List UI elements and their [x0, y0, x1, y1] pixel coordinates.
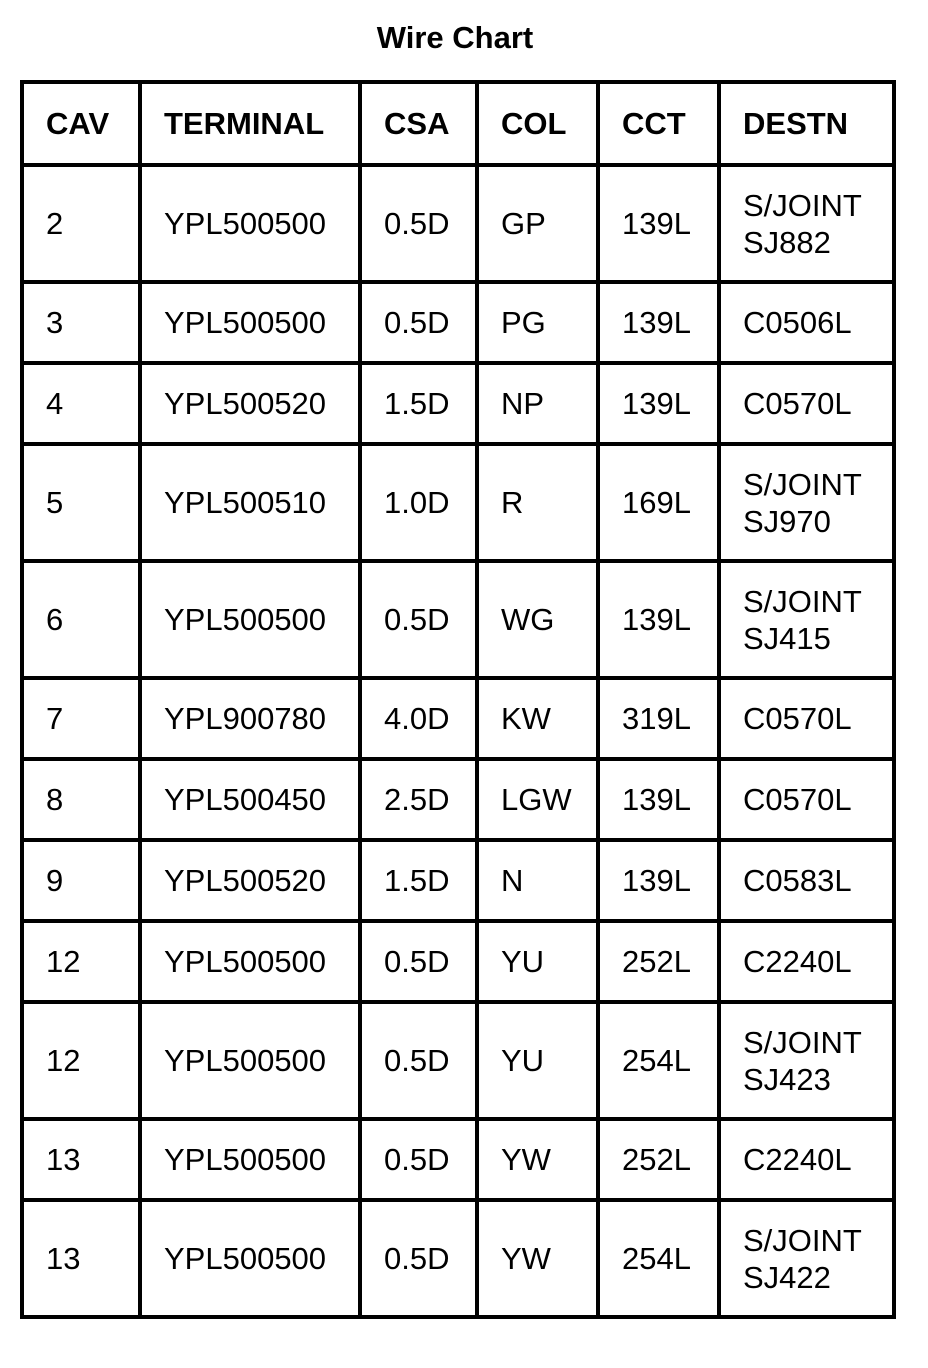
page-title: Wire Chart: [376, 20, 534, 55]
cell-cct: 139L: [598, 561, 719, 678]
cell-cav: 2: [22, 165, 140, 282]
cell-destn: [719, 921, 894, 1002]
header-cct: CCT: [598, 82, 719, 165]
table-row: [22, 840, 894, 921]
cell-terminal: YPL500500: [140, 1119, 360, 1200]
cell-col: NP: [477, 363, 598, 444]
cell-terminal: YPL500450: [140, 759, 360, 840]
cell-terminal: YPL500520: [140, 840, 360, 921]
table-row: [22, 363, 894, 444]
header-destn: DESTN: [719, 82, 894, 165]
cell-csa: 0.5D: [360, 1200, 477, 1317]
destn-line: SJ423: [743, 1061, 831, 1097]
destn-line: SJ422: [743, 1259, 831, 1295]
cell-col: PG: [477, 282, 598, 363]
cell-terminal: YPL500500: [140, 1200, 360, 1317]
cell-terminal: YPL500520: [140, 363, 360, 444]
cell-destn: [719, 561, 894, 678]
cell-cct: 254L: [598, 1002, 719, 1119]
header-csa: CSA: [360, 82, 477, 165]
cell-cct: 139L: [598, 165, 719, 282]
destn-line: C2240L: [743, 1142, 852, 1177]
destn-line: S/JOINT: [743, 466, 862, 502]
cell-cct: 139L: [598, 363, 719, 444]
table-row: [22, 759, 894, 840]
table-row: [22, 1200, 894, 1317]
cell-col: KW: [477, 678, 598, 759]
table-row: [22, 282, 894, 363]
cell-terminal: YPL500510: [140, 444, 360, 561]
cell-destn: [719, 363, 894, 444]
destn-line: S/JOINT: [743, 1222, 862, 1258]
destn-line: C0570L: [743, 701, 852, 736]
cell-csa: 0.5D: [360, 1119, 477, 1200]
table-row: [22, 678, 894, 759]
cell-cav: 4: [22, 363, 140, 444]
cell-col: N: [477, 840, 598, 921]
cell-cct: 252L: [598, 1119, 719, 1200]
destn-line: S/JOINT: [743, 1024, 862, 1060]
cell-terminal: YPL500500: [140, 921, 360, 1002]
cell-cav: 13: [22, 1200, 140, 1317]
cell-col: YW: [477, 1200, 598, 1317]
cell-terminal: YPL500500: [140, 165, 360, 282]
destn-line: C0583L: [743, 863, 852, 898]
cell-cct: 139L: [598, 282, 719, 363]
cell-destn: [719, 1200, 894, 1317]
table-row: [22, 561, 894, 678]
cell-destn: [719, 282, 894, 363]
cell-cav: 12: [22, 1002, 140, 1119]
cell-col: YW: [477, 1119, 598, 1200]
header-terminal: TERMINAL: [140, 82, 360, 165]
cell-csa: 1.5D: [360, 363, 477, 444]
destn-line: C2240L: [743, 944, 852, 979]
wire-chart-table: [20, 80, 896, 1319]
cell-destn: [719, 759, 894, 840]
cell-col: YU: [477, 1002, 598, 1119]
cell-csa: 0.5D: [360, 561, 477, 678]
cell-csa: 0.5D: [360, 921, 477, 1002]
cell-col: LGW: [477, 759, 598, 840]
destn-line: S/JOINT: [743, 187, 862, 223]
destn-line: SJ970: [743, 503, 831, 539]
cell-destn: [719, 1119, 894, 1200]
header-row: [22, 82, 894, 165]
cell-cav: 8: [22, 759, 140, 840]
cell-cav: 9: [22, 840, 140, 921]
cell-csa: 1.0D: [360, 444, 477, 561]
cell-col: YU: [477, 921, 598, 1002]
table-row: [22, 1002, 894, 1119]
cell-cav: 6: [22, 561, 140, 678]
cell-cct: 139L: [598, 840, 719, 921]
cell-destn: [719, 444, 894, 561]
destn-line: C0570L: [743, 386, 852, 421]
cell-terminal: YPL500500: [140, 282, 360, 363]
cell-cct: 319L: [598, 678, 719, 759]
destn-line: S/JOINT: [743, 583, 862, 619]
cell-csa: 0.5D: [360, 1002, 477, 1119]
cell-cct: 169L: [598, 444, 719, 561]
cell-cct: 139L: [598, 759, 719, 840]
cell-terminal: YPL900780: [140, 678, 360, 759]
cell-cav: 5: [22, 444, 140, 561]
cell-cav: 3: [22, 282, 140, 363]
table-row: [22, 1119, 894, 1200]
cell-col: GP: [477, 165, 598, 282]
cell-terminal: YPL500500: [140, 561, 360, 678]
cell-cct: 254L: [598, 1200, 719, 1317]
cell-cct: 252L: [598, 921, 719, 1002]
cell-cav: 7: [22, 678, 140, 759]
table-row: [22, 444, 894, 561]
cell-cav: 13: [22, 1119, 140, 1200]
cell-csa: 1.5D: [360, 840, 477, 921]
destn-line: SJ882: [743, 224, 831, 260]
cell-csa: 0.5D: [360, 165, 477, 282]
cell-csa: 0.5D: [360, 282, 477, 363]
destn-line: C0570L: [743, 782, 852, 817]
cell-terminal: YPL500500: [140, 1002, 360, 1119]
table-row: [22, 921, 894, 1002]
cell-cav: 12: [22, 921, 140, 1002]
cell-destn: [719, 678, 894, 759]
cell-col: WG: [477, 561, 598, 678]
cell-col: R: [477, 444, 598, 561]
header-cav: CAV: [22, 82, 140, 165]
cell-destn: [719, 840, 894, 921]
cell-csa: 2.5D: [360, 759, 477, 840]
header-col: COL: [477, 82, 598, 165]
destn-line: SJ415: [743, 620, 831, 656]
table-body: [22, 165, 894, 1317]
table-row: [22, 165, 894, 282]
cell-destn: [719, 1002, 894, 1119]
cell-destn: [719, 165, 894, 282]
cell-csa: 4.0D: [360, 678, 477, 759]
destn-line: C0506L: [743, 305, 852, 340]
